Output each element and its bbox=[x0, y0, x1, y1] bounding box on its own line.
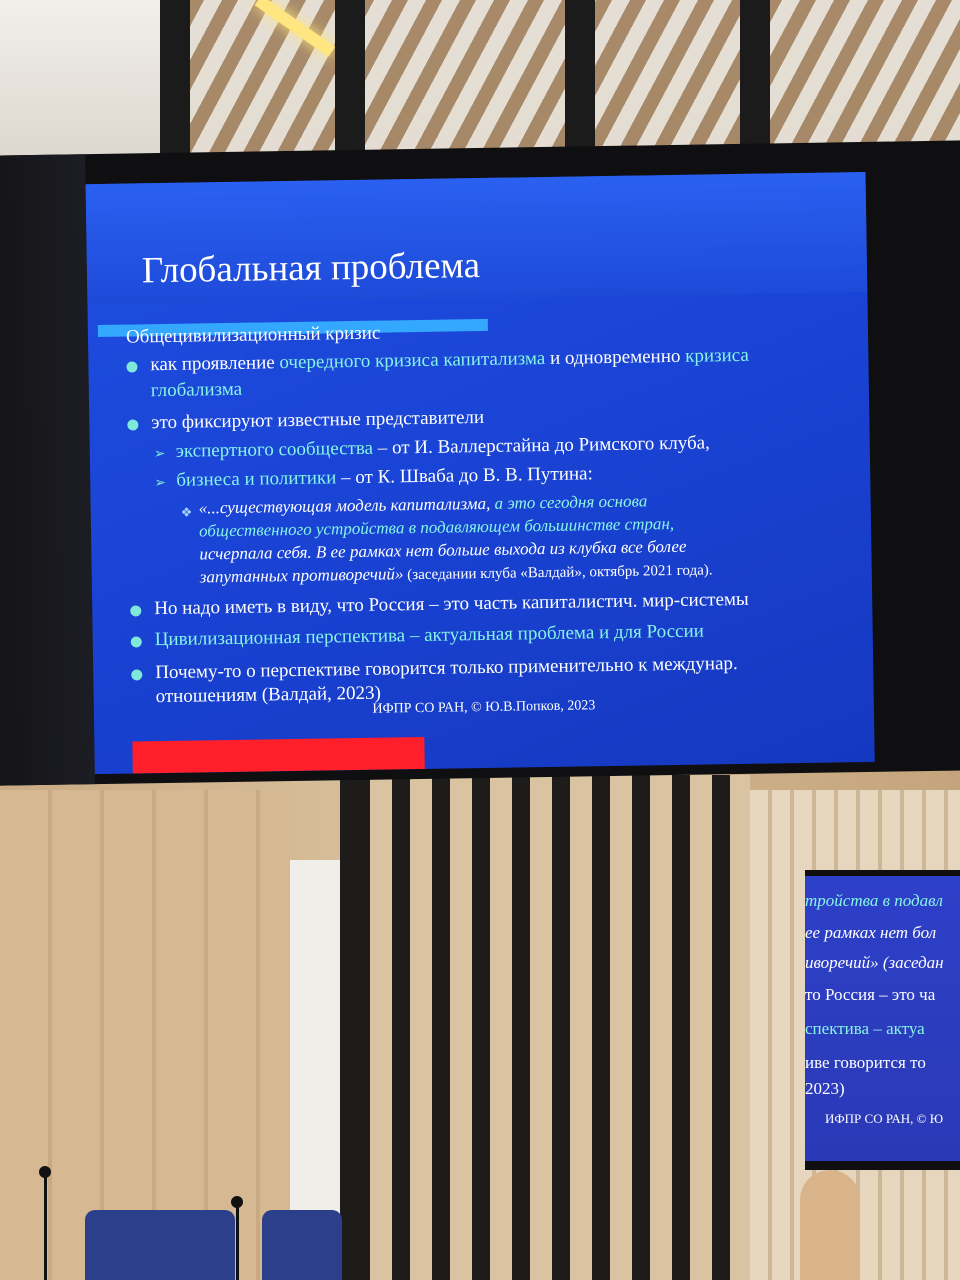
column-slats bbox=[370, 775, 750, 1280]
microphone-stem bbox=[236, 1205, 239, 1280]
chair bbox=[262, 1210, 342, 1280]
chair bbox=[85, 1210, 235, 1280]
side-slide-line: тройства в подавл bbox=[805, 891, 943, 910]
bullet-text: и одновременно bbox=[545, 345, 686, 370]
quote-line: общественного устройства в подавляющем большинстве стран, bbox=[198, 513, 675, 541]
sub-bullet-highlight: экспертного сообщества bbox=[175, 437, 374, 462]
quote-text: В ее рамках нет больше выхода из клубка все более bbox=[315, 536, 687, 562]
bullet-item: это фиксируют известные представители bbox=[151, 406, 485, 434]
presentation-slide bbox=[86, 172, 875, 774]
bullet-continuation: отношениям (Валдай, 2023) bbox=[155, 682, 382, 708]
side-slide-line: иве говорится то bbox=[805, 1053, 926, 1072]
bullet-item: Цивилизационная перспектива – актуальная проблема и для России bbox=[154, 620, 705, 651]
quote-highlight: а это сегодня основа bbox=[494, 491, 648, 513]
side-slide-line: 2023) bbox=[805, 1079, 845, 1098]
side-slide-footer: ИФПР СО РАН, © Ю bbox=[825, 1111, 944, 1126]
arrow-bullet-icon: ➢ bbox=[154, 474, 167, 492]
sub-bullet-text: – от К. Шваба до В. В. Путина: bbox=[336, 463, 593, 489]
arrow-bullet-icon: ➢ bbox=[153, 445, 166, 463]
slide-title: Глобальная проблема bbox=[141, 245, 481, 292]
main-screen bbox=[0, 140, 960, 785]
side-slide-line: ее рамках нет бол bbox=[805, 923, 937, 942]
diamond-bullet-icon: ❖ bbox=[180, 505, 193, 521]
slide-footer: ИФПР СО РАН, © Ю.В.Попков, 2023 bbox=[372, 698, 596, 717]
bullet-item: Но надо иметь в виду, что Россия – это часть капиталистич. мир-системы bbox=[154, 588, 749, 620]
bullet-icon bbox=[127, 419, 138, 430]
bullet-icon bbox=[131, 636, 142, 647]
quote-source: (заседании клуба «Валдай», октябрь 2021 года). bbox=[403, 562, 713, 584]
section-heading: Общецивилизационный кризис bbox=[125, 322, 381, 348]
bullet-text: как проявление bbox=[150, 352, 280, 376]
microphone-stem bbox=[44, 1175, 47, 1280]
bullet-highlight: кризиса bbox=[684, 344, 749, 367]
bullet-icon bbox=[130, 605, 141, 616]
red-bar bbox=[132, 737, 424, 774]
quote-text: «...существующая модель капитализма, bbox=[198, 493, 495, 518]
bullet-item: Почему-то о перспективе говорится только применительно к междунар. bbox=[155, 653, 738, 684]
slatted-column bbox=[340, 775, 750, 1280]
bullet-highlight: очередного кризиса капитализма bbox=[279, 348, 546, 374]
microphone-icon bbox=[39, 1166, 51, 1178]
side-screen bbox=[805, 870, 960, 1170]
side-slide-line: то Россия – это ча bbox=[805, 985, 936, 1004]
quote-text: исчерпала себя. bbox=[199, 542, 317, 564]
quote-text: запутанных противоречий» bbox=[199, 564, 404, 587]
side-slide-line: спектива – актуа bbox=[805, 1019, 925, 1038]
screen-dark-margin bbox=[0, 154, 95, 785]
bullet-icon bbox=[126, 361, 137, 372]
sub-bullet-text: – от И. Валлерстайна до Римского клуба, bbox=[372, 432, 711, 459]
bullet-continuation: глобализма bbox=[150, 378, 243, 402]
sub-bullet-highlight: бизнеса и политики bbox=[176, 467, 337, 491]
bullet-icon bbox=[131, 669, 142, 680]
side-slide-line: иворечий» (заседан bbox=[805, 953, 944, 972]
audience-member bbox=[800, 1170, 860, 1280]
microphone-icon bbox=[231, 1196, 243, 1208]
side-slide bbox=[805, 876, 960, 1161]
